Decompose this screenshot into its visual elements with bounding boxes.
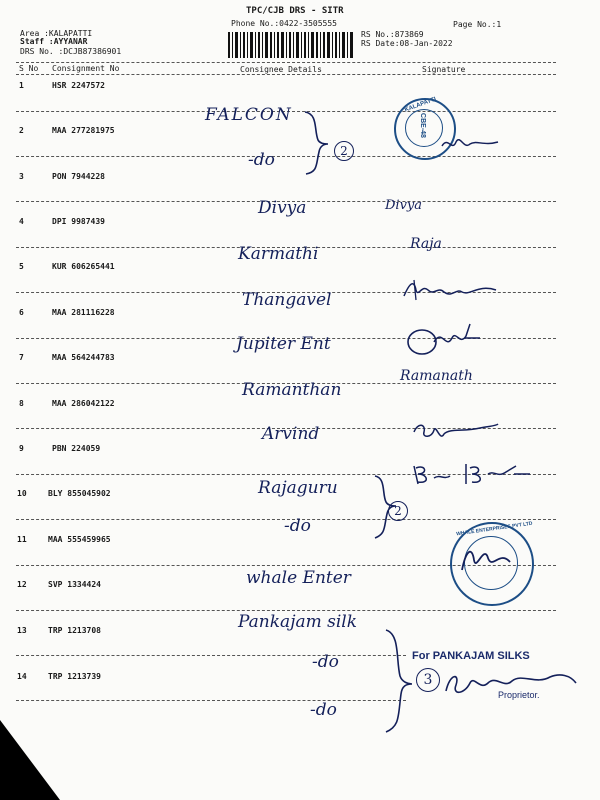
row-sno: 1 [19,81,24,90]
brace-mark [300,108,340,178]
header-bottom-rule [16,74,556,75]
handwritten-ditto: -do [312,652,339,672]
row-consignment: HSR 2247572 [52,81,105,90]
row-consignment: MAA 564244783 [52,353,115,362]
drs-number: DRS No. :DCJB87386901 [20,47,122,56]
row-consignment: PBN 224059 [52,444,101,453]
signature-scribble [456,540,516,580]
row-sno: 8 [19,399,24,408]
row-consignment: TRP 1213739 [48,672,101,681]
row-sno: 6 [19,308,24,317]
scan-shadow-corner [0,720,60,800]
handwritten-signature: Ramanath [400,368,473,384]
handwritten-consignee: Karmathi [238,244,319,264]
handwritten-consignee: whale Enter [246,568,351,588]
handwritten-ditto: -do [284,516,311,536]
handwritten-consignee: Arvind [262,424,320,444]
header-top-rule [16,62,556,63]
handwritten-consignee: Ramanthan [242,380,342,400]
document-title: TPC/CJB DRS - SITR [246,6,344,16]
circled-count: 2 [334,141,354,161]
stamp-inner-text: CBE-48 [418,113,426,138]
rs-date: RS Date:08-Jan-2022 [361,39,453,48]
row-divider [16,700,406,701]
handwritten-signature: Divya [385,198,423,213]
staff-label: Staff :AYYANAR [20,37,88,46]
row-consignment: DPI 9987439 [52,217,105,226]
row-divider [16,610,556,611]
row-sno: 5 [19,262,24,271]
row-sno: 14 [17,672,27,681]
proprietor-label: Proprietor. [498,690,540,700]
row-sno: 11 [17,535,27,544]
handwritten-consignee: FALCON [205,105,293,125]
for-company-line: For PANKAJAM SILKS [412,650,530,662]
stamp-outer-text: KALAPATTI [403,96,438,114]
handwritten-consignee: Rajaguru [258,478,338,498]
row-divider [16,655,406,656]
rs-number: RS No.:873869 [361,30,424,39]
phone-number: Phone No.:0422-3505555 [231,19,337,28]
column-header-signature: Signature [422,65,466,74]
barcode-image [228,32,354,58]
column-header-sno: S No [19,64,39,73]
signature-scribble [410,416,500,446]
row-consignment: KUR 606265441 [52,262,115,271]
circled-count: 2 [388,501,408,521]
row-sno: 4 [19,217,24,226]
handwritten-ditto: -do [248,150,275,170]
handwritten-consignee: Jupiter Ent [236,334,331,354]
area-label: Area :KALAPATTI [20,29,93,38]
page-number: Page No.:1 [453,20,502,29]
stamp-outer-text: WHALE ENTERPRISES PVT LTD [455,520,533,538]
row-sno: 3 [19,172,24,181]
handwritten-consignee: Divya [258,198,307,218]
row-consignment: BLY 855045902 [48,489,111,498]
row-consignment: MAA 277281975 [52,126,115,135]
row-sno: 9 [19,444,24,453]
signature-scribble [400,276,500,306]
row-sno: 2 [19,126,24,135]
row-sno: 10 [17,489,27,498]
row-sno: 7 [19,353,24,362]
signature-scribble [404,320,484,358]
brace-mark [380,626,420,736]
row-consignment: SVP 1334424 [48,580,101,589]
row-sno: 12 [17,580,27,589]
column-header-consignee: Consignee Details [240,65,322,74]
column-header-consignment: Consignment No [52,64,120,73]
handwritten-signature: Raja [410,236,442,252]
handwritten-consignee: Pankajam silk [238,612,358,632]
row-consignment: MAA 281116228 [52,308,115,317]
row-sno: 13 [17,626,27,635]
signature-scribble [410,460,550,490]
signature-scribble [440,128,500,158]
row-consignment: PON 7944228 [52,172,105,181]
handwritten-ditto: -do [310,700,337,720]
handwritten-consignee: Thangavel [242,290,332,310]
row-consignment: MAA 286042122 [52,399,115,408]
circled-count: 3 [416,668,440,692]
row-consignment: TRP 1213708 [48,626,101,635]
row-consignment: MAA 555459965 [48,535,111,544]
